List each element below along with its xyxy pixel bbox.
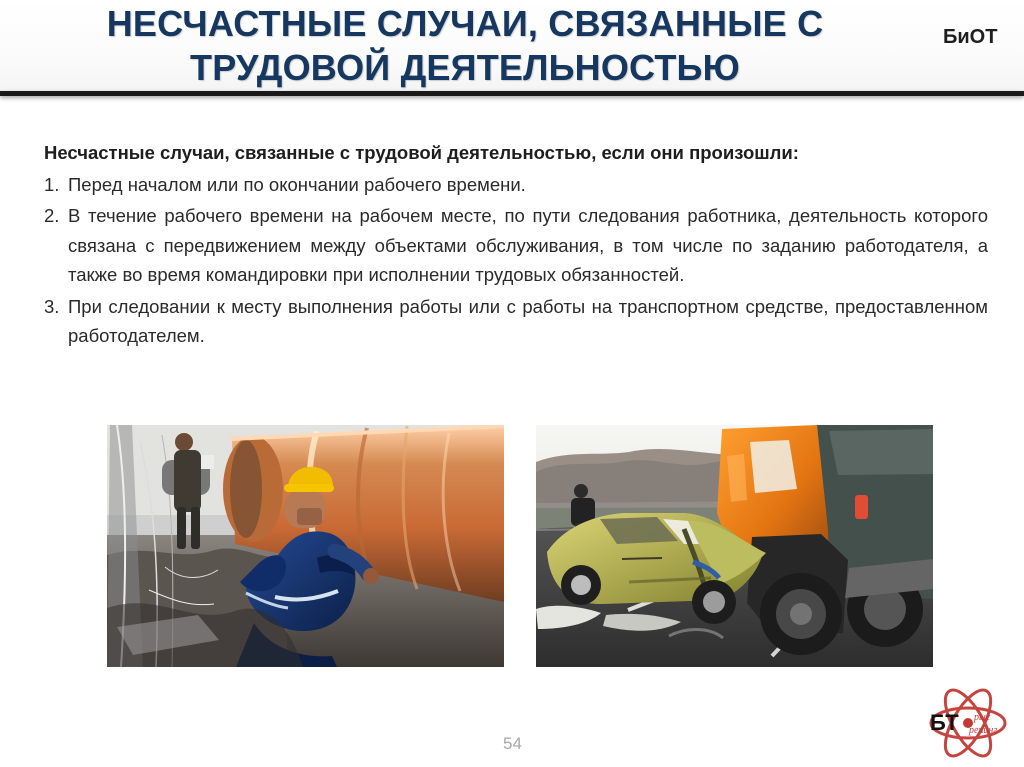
accident-scene-photo xyxy=(536,425,933,667)
slide-header xyxy=(0,0,1024,92)
slide-body xyxy=(44,138,988,351)
training-logo xyxy=(918,674,1020,766)
list-item-number: 2. xyxy=(44,205,60,226)
slide-title: НЕСЧАСТНЫЕ СЛУЧАИ, СВЯЗАННЫЕ С ТРУДОВОЙ ДЕЯТЕЛЬНОСТЬЮ xyxy=(106,3,824,88)
title-underline xyxy=(0,91,1024,96)
list-item xyxy=(44,170,988,200)
logo-letters: БТ xyxy=(930,710,959,735)
intro-text: Несчастные случаи, связанные с трудовой деятельностью, если они произошли: xyxy=(44,142,799,163)
list-item xyxy=(44,201,988,290)
logo-script-top: рыс xyxy=(974,712,991,723)
section-badge: БиОТ xyxy=(943,26,998,48)
list-item-text: При следовании к месту выполнения работы или с работы на транспортном средстве, предоставленном работодателем. xyxy=(68,295,988,346)
worker-pipe-photo xyxy=(107,425,504,667)
list-item xyxy=(44,292,988,351)
list-item-text: В течение рабочего времени на рабочем месте, по пути следования работника, деятельность которого связана с передвижением между объектами обслуживания, в том числе по заданию работодателя, а также во время командировки при исполнении трудовых обязанностей. xyxy=(68,205,988,285)
list-item-text: Перед началом или по окончании рабочего времени. xyxy=(68,173,526,195)
logo-script-bottom: ренинг xyxy=(969,725,998,736)
list-item-number: 1. xyxy=(44,173,60,195)
page-number: 54 xyxy=(503,734,522,753)
list-item-number: 3. xyxy=(44,295,60,317)
